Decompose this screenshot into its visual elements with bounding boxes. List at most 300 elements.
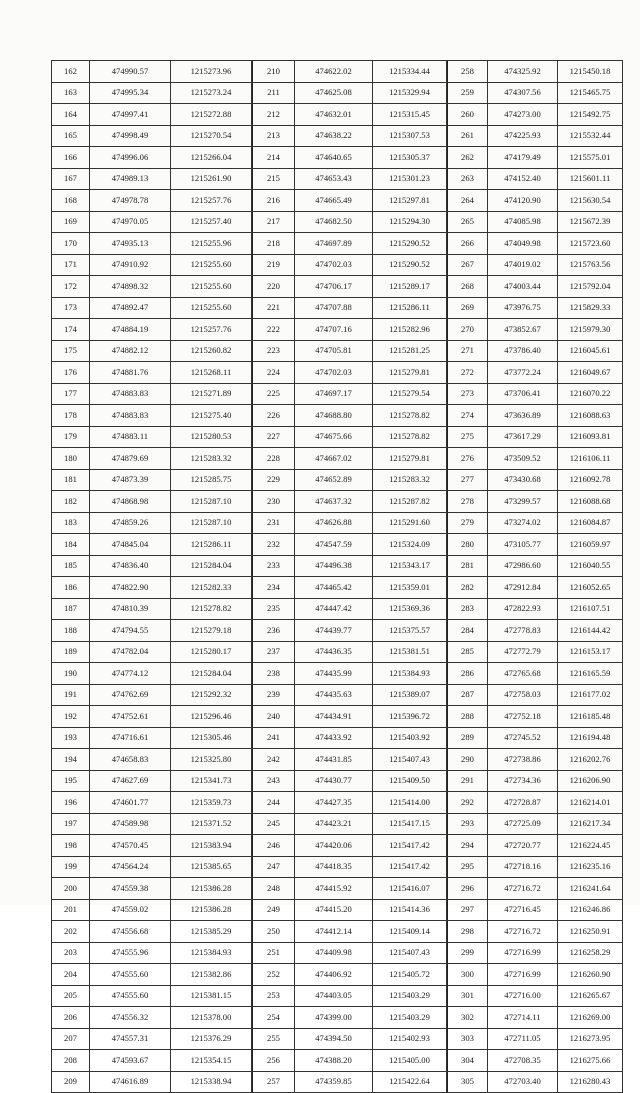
y-coordinate-cell: 1215301.23	[373, 168, 447, 190]
x-coordinate-cell: 474447.42	[295, 598, 373, 620]
table-row	[253, 211, 447, 233]
table-row	[448, 254, 623, 276]
x-coordinate-cell: 474794.55	[90, 620, 171, 642]
y-coordinate-cell: 1215275.40	[171, 405, 252, 427]
point-number-cell: 239	[253, 684, 295, 706]
y-coordinate-cell: 1215296.46	[171, 706, 252, 728]
x-coordinate-cell: 474996.06	[90, 147, 171, 169]
table-row	[448, 211, 623, 233]
point-number-cell: 297	[448, 899, 488, 921]
x-coordinate-cell: 474409.98	[295, 942, 373, 964]
table-row	[52, 362, 252, 384]
point-number-cell: 237	[253, 641, 295, 663]
point-number-cell: 196	[52, 792, 90, 814]
table-row	[52, 211, 252, 233]
table-row	[52, 663, 252, 685]
coordinate-table-right	[447, 60, 623, 1093]
table-row	[253, 1028, 447, 1050]
table-row	[448, 383, 623, 405]
x-coordinate-cell: 474705.81	[295, 340, 373, 362]
y-coordinate-cell: 1215465.75	[558, 82, 623, 104]
point-number-cell: 293	[448, 813, 488, 835]
point-number-cell: 250	[253, 921, 295, 943]
point-number-cell: 253	[253, 985, 295, 1007]
x-coordinate-cell: 474003.44	[488, 276, 558, 298]
y-coordinate-cell: 1215386.28	[171, 899, 252, 921]
y-coordinate-cell: 1215405.72	[373, 964, 447, 986]
point-number-cell: 221	[253, 297, 295, 319]
y-coordinate-cell: 1215384.93	[171, 942, 252, 964]
table-row	[448, 469, 623, 491]
y-coordinate-cell: 1215287.10	[171, 512, 252, 534]
table-row	[52, 792, 252, 814]
y-coordinate-cell: 1215290.52	[373, 233, 447, 255]
table-row	[253, 1050, 447, 1072]
point-number-cell: 275	[448, 426, 488, 448]
point-number-cell: 282	[448, 577, 488, 599]
table-row	[448, 641, 623, 663]
table-row	[253, 577, 447, 599]
y-coordinate-cell: 1215260.82	[171, 340, 252, 362]
x-coordinate-cell: 474430.77	[295, 770, 373, 792]
point-number-cell: 263	[448, 168, 488, 190]
point-number-cell: 236	[253, 620, 295, 642]
table-row	[253, 985, 447, 1007]
x-coordinate-cell: 474883.83	[90, 383, 171, 405]
x-coordinate-cell: 474564.24	[90, 856, 171, 878]
x-coordinate-cell: 474667.02	[295, 448, 373, 470]
point-number-cell: 285	[448, 641, 488, 663]
y-coordinate-cell: 1216106.11	[558, 448, 623, 470]
table-row	[448, 663, 623, 685]
point-number-cell: 206	[52, 1007, 90, 1029]
y-coordinate-cell: 1215359.73	[171, 792, 252, 814]
x-coordinate-cell: 474394.50	[295, 1028, 373, 1050]
y-coordinate-cell: 1215402.93	[373, 1028, 447, 1050]
x-coordinate-cell: 474435.99	[295, 663, 373, 685]
table-row	[52, 448, 252, 470]
y-coordinate-cell: 1215271.89	[171, 383, 252, 405]
table-row	[448, 792, 623, 814]
table-row	[52, 899, 252, 921]
y-coordinate-cell: 1216206.90	[558, 770, 623, 792]
x-coordinate-cell: 472986.60	[488, 555, 558, 577]
table-row	[52, 577, 252, 599]
y-coordinate-cell: 1216241.64	[558, 878, 623, 900]
x-coordinate-cell: 474970.05	[90, 211, 171, 233]
x-coordinate-cell: 472912.84	[488, 577, 558, 599]
x-coordinate-cell: 474556.68	[90, 921, 171, 943]
y-coordinate-cell: 1216280.43	[558, 1071, 623, 1093]
x-coordinate-cell: 474697.17	[295, 383, 373, 405]
point-number-cell: 252	[253, 964, 295, 986]
table-row	[448, 297, 623, 319]
x-coordinate-cell: 474881.76	[90, 362, 171, 384]
x-coordinate-cell: 472716.72	[488, 878, 558, 900]
point-number-cell: 286	[448, 663, 488, 685]
table-row	[52, 555, 252, 577]
x-coordinate-cell: 474707.88	[295, 297, 373, 319]
x-coordinate-cell: 474412.14	[295, 921, 373, 943]
table-row	[253, 620, 447, 642]
x-coordinate-cell: 474882.12	[90, 340, 171, 362]
point-number-cell: 197	[52, 813, 90, 835]
y-coordinate-cell: 1215792.04	[558, 276, 623, 298]
y-coordinate-cell: 1215407.43	[373, 749, 447, 771]
table-row	[52, 147, 252, 169]
table-row	[448, 426, 623, 448]
y-coordinate-cell: 1216059.97	[558, 534, 623, 556]
y-coordinate-cell: 1215268.11	[171, 362, 252, 384]
y-coordinate-cell: 1215329.94	[373, 82, 447, 104]
y-coordinate-cell: 1215414.36	[373, 899, 447, 921]
y-coordinate-cell: 1215289.17	[373, 276, 447, 298]
y-coordinate-cell: 1215272.88	[171, 104, 252, 126]
x-coordinate-cell: 473852.67	[488, 319, 558, 341]
point-number-cell: 232	[253, 534, 295, 556]
y-coordinate-cell: 1215422.64	[373, 1071, 447, 1093]
y-coordinate-cell: 1215338.94	[171, 1071, 252, 1093]
x-coordinate-cell: 474752.61	[90, 706, 171, 728]
point-number-cell: 199	[52, 856, 90, 878]
table-row	[253, 426, 447, 448]
x-coordinate-cell: 474359.85	[295, 1071, 373, 1093]
y-coordinate-cell: 1215409.50	[373, 770, 447, 792]
x-coordinate-cell: 474593.67	[90, 1050, 171, 1072]
x-coordinate-cell: 474879.69	[90, 448, 171, 470]
point-number-cell: 264	[448, 190, 488, 212]
table-row	[448, 577, 623, 599]
table-row	[52, 104, 252, 126]
point-number-cell: 190	[52, 663, 90, 685]
table-row	[253, 383, 447, 405]
x-coordinate-cell: 474859.26	[90, 512, 171, 534]
table-row	[253, 921, 447, 943]
y-coordinate-cell: 1215417.42	[373, 856, 447, 878]
x-coordinate-cell: 473617.29	[488, 426, 558, 448]
y-coordinate-cell: 1215284.04	[171, 663, 252, 685]
table-row	[448, 684, 623, 706]
table-row	[448, 276, 623, 298]
y-coordinate-cell: 1215255.60	[171, 276, 252, 298]
x-coordinate-cell: 474570.45	[90, 835, 171, 857]
point-number-cell: 240	[253, 706, 295, 728]
table-row	[52, 1028, 252, 1050]
y-coordinate-cell: 1216070.22	[558, 383, 623, 405]
table-row	[253, 61, 447, 83]
y-coordinate-cell: 1215385.65	[171, 856, 252, 878]
table-row	[52, 491, 252, 513]
point-number-cell: 251	[253, 942, 295, 964]
point-number-cell: 283	[448, 598, 488, 620]
y-coordinate-cell: 1215283.32	[171, 448, 252, 470]
y-coordinate-cell: 1215396.72	[373, 706, 447, 728]
y-coordinate-cell: 1215292.32	[171, 684, 252, 706]
y-coordinate-cell: 1216144.42	[558, 620, 623, 642]
x-coordinate-cell: 474652.89	[295, 469, 373, 491]
y-coordinate-cell: 1216235.16	[558, 856, 623, 878]
x-coordinate-cell: 473786.40	[488, 340, 558, 362]
point-number-cell: 287	[448, 684, 488, 706]
x-coordinate-cell: 472711.05	[488, 1028, 558, 1050]
point-number-cell: 305	[448, 1071, 488, 1093]
x-coordinate-cell: 474868.98	[90, 491, 171, 513]
y-coordinate-cell: 1215286.11	[171, 534, 252, 556]
x-coordinate-cell: 474782.04	[90, 641, 171, 663]
point-number-cell: 294	[448, 835, 488, 857]
point-number-cell: 230	[253, 491, 295, 513]
table-row	[253, 276, 447, 298]
point-number-cell: 299	[448, 942, 488, 964]
table-row	[448, 921, 623, 943]
y-coordinate-cell: 1215266.04	[171, 147, 252, 169]
point-number-cell: 268	[448, 276, 488, 298]
table-row	[253, 405, 447, 427]
point-number-cell: 228	[253, 448, 295, 470]
x-coordinate-cell: 474431.85	[295, 749, 373, 771]
y-coordinate-cell: 1215324.09	[373, 534, 447, 556]
y-coordinate-cell: 1216224.45	[558, 835, 623, 857]
table-row	[52, 1007, 252, 1029]
table-row	[253, 448, 447, 470]
point-number-cell: 171	[52, 254, 90, 276]
point-number-cell: 273	[448, 383, 488, 405]
table-row	[448, 813, 623, 835]
table-row	[253, 684, 447, 706]
y-coordinate-cell: 1215279.81	[373, 362, 447, 384]
y-coordinate-cell: 1215359.01	[373, 577, 447, 599]
point-number-cell: 204	[52, 964, 90, 986]
table-row	[253, 555, 447, 577]
point-number-cell: 198	[52, 835, 90, 857]
point-number-cell: 288	[448, 706, 488, 728]
table-row	[253, 491, 447, 513]
y-coordinate-cell: 1215403.29	[373, 985, 447, 1007]
y-coordinate-cell: 1216185.48	[558, 706, 623, 728]
y-coordinate-cell: 1215285.75	[171, 469, 252, 491]
y-coordinate-cell: 1216250.91	[558, 921, 623, 943]
table-row	[52, 749, 252, 771]
point-number-cell: 216	[253, 190, 295, 212]
table-row	[253, 190, 447, 212]
x-coordinate-cell: 474439.77	[295, 620, 373, 642]
point-number-cell: 257	[253, 1071, 295, 1093]
x-coordinate-cell: 474627.69	[90, 770, 171, 792]
x-coordinate-cell: 473299.57	[488, 491, 558, 513]
table-row	[52, 878, 252, 900]
x-coordinate-cell: 474716.61	[90, 727, 171, 749]
y-coordinate-cell: 1215376.29	[171, 1028, 252, 1050]
y-coordinate-cell: 1216107.51	[558, 598, 623, 620]
point-number-cell: 301	[448, 985, 488, 1007]
x-coordinate-cell: 474625.08	[295, 82, 373, 104]
y-coordinate-cell: 1215334.44	[373, 61, 447, 83]
x-coordinate-cell: 474640.65	[295, 147, 373, 169]
y-coordinate-cell: 1215492.75	[558, 104, 623, 126]
x-coordinate-cell: 472778.83	[488, 620, 558, 642]
table-row	[253, 964, 447, 986]
point-number-cell: 231	[253, 512, 295, 534]
table-row	[52, 964, 252, 986]
y-coordinate-cell: 1215723.60	[558, 233, 623, 255]
x-coordinate-cell: 472752.18	[488, 706, 558, 728]
point-number-cell: 267	[448, 254, 488, 276]
point-number-cell: 186	[52, 577, 90, 599]
x-coordinate-cell: 474658.83	[90, 749, 171, 771]
x-coordinate-cell: 474399.00	[295, 1007, 373, 1029]
x-coordinate-cell: 474688.80	[295, 405, 373, 427]
point-number-cell: 215	[253, 168, 295, 190]
x-coordinate-cell: 474403.05	[295, 985, 373, 1007]
point-number-cell: 185	[52, 555, 90, 577]
x-coordinate-cell: 474998.49	[90, 125, 171, 147]
table-row	[253, 899, 447, 921]
x-coordinate-cell: 474434.91	[295, 706, 373, 728]
x-coordinate-cell: 474555.96	[90, 942, 171, 964]
y-coordinate-cell: 1216275.66	[558, 1050, 623, 1072]
y-coordinate-cell: 1216092.78	[558, 469, 623, 491]
y-coordinate-cell: 1216093.81	[558, 426, 623, 448]
y-coordinate-cell: 1215279.18	[171, 620, 252, 642]
y-coordinate-cell: 1216165.59	[558, 663, 623, 685]
point-number-cell: 266	[448, 233, 488, 255]
point-number-cell: 203	[52, 942, 90, 964]
table-row	[253, 749, 447, 771]
table-row	[52, 620, 252, 642]
x-coordinate-cell: 472728.87	[488, 792, 558, 814]
table-row	[52, 405, 252, 427]
x-coordinate-cell: 472734.36	[488, 770, 558, 792]
y-coordinate-cell: 1215325.80	[171, 749, 252, 771]
table-row	[52, 985, 252, 1007]
table-row	[52, 233, 252, 255]
point-number-cell: 281	[448, 555, 488, 577]
point-number-cell: 175	[52, 340, 90, 362]
point-number-cell: 295	[448, 856, 488, 878]
point-number-cell: 248	[253, 878, 295, 900]
y-coordinate-cell: 1215381.51	[373, 641, 447, 663]
y-coordinate-cell: 1215287.82	[373, 491, 447, 513]
x-coordinate-cell: 474420.06	[295, 835, 373, 857]
table-row	[253, 878, 447, 900]
x-coordinate-cell: 474697.89	[295, 233, 373, 255]
table-row	[448, 340, 623, 362]
y-coordinate-cell: 1215409.14	[373, 921, 447, 943]
point-number-cell: 212	[253, 104, 295, 126]
y-coordinate-cell: 1215403.92	[373, 727, 447, 749]
point-number-cell: 245	[253, 813, 295, 835]
table-row	[448, 835, 623, 857]
table-row	[253, 1071, 447, 1093]
table-row	[253, 534, 447, 556]
point-number-cell: 255	[253, 1028, 295, 1050]
point-number-cell: 289	[448, 727, 488, 749]
x-coordinate-cell: 473636.89	[488, 405, 558, 427]
table-row	[448, 190, 623, 212]
table-row	[448, 233, 623, 255]
y-coordinate-cell: 1215416.07	[373, 878, 447, 900]
coordinate-tables	[51, 60, 620, 1087]
point-number-cell: 187	[52, 598, 90, 620]
point-number-cell: 233	[253, 555, 295, 577]
point-number-cell: 164	[52, 104, 90, 126]
table-row	[52, 942, 252, 964]
table-row	[448, 620, 623, 642]
table-row	[448, 985, 623, 1007]
x-coordinate-cell: 474555.60	[90, 964, 171, 986]
table-row	[52, 641, 252, 663]
y-coordinate-cell: 1216269.00	[558, 1007, 623, 1029]
y-coordinate-cell: 1215369.36	[373, 598, 447, 620]
y-coordinate-cell: 1216040.55	[558, 555, 623, 577]
y-coordinate-cell: 1215979.30	[558, 319, 623, 341]
x-coordinate-cell: 474632.01	[295, 104, 373, 126]
table-row	[448, 362, 623, 384]
x-coordinate-cell: 472738.86	[488, 749, 558, 771]
y-coordinate-cell: 1215386.28	[171, 878, 252, 900]
point-number-cell: 194	[52, 749, 90, 771]
table-row	[253, 770, 447, 792]
table-row	[52, 297, 252, 319]
x-coordinate-cell: 474496.38	[295, 555, 373, 577]
y-coordinate-cell: 1216202.76	[558, 749, 623, 771]
point-number-cell: 249	[253, 899, 295, 921]
table-row	[448, 555, 623, 577]
x-coordinate-cell: 472745.52	[488, 727, 558, 749]
table-row	[448, 147, 623, 169]
point-number-cell: 243	[253, 770, 295, 792]
table-row	[253, 727, 447, 749]
y-coordinate-cell: 1215383.94	[171, 835, 252, 857]
table-row	[448, 61, 623, 83]
x-coordinate-cell: 474418.35	[295, 856, 373, 878]
table-row	[448, 1028, 623, 1050]
y-coordinate-cell: 1215255.60	[171, 254, 252, 276]
table-row	[253, 1007, 447, 1029]
table-row	[448, 512, 623, 534]
point-number-cell: 163	[52, 82, 90, 104]
y-coordinate-cell: 1215305.46	[171, 727, 252, 749]
y-coordinate-cell: 1215575.01	[558, 147, 623, 169]
x-coordinate-cell: 474273.00	[488, 104, 558, 126]
y-coordinate-cell: 1215532.44	[558, 125, 623, 147]
y-coordinate-cell: 1216052.65	[558, 577, 623, 599]
x-coordinate-cell: 474388.20	[295, 1050, 373, 1072]
x-coordinate-cell: 472716.72	[488, 921, 558, 943]
table-row	[448, 727, 623, 749]
x-coordinate-cell: 474990.57	[90, 61, 171, 83]
x-coordinate-cell: 474559.38	[90, 878, 171, 900]
x-coordinate-cell: 474675.66	[295, 426, 373, 448]
point-number-cell: 290	[448, 749, 488, 771]
y-coordinate-cell: 1215450.18	[558, 61, 623, 83]
table-row	[52, 319, 252, 341]
point-number-cell: 189	[52, 641, 90, 663]
point-number-cell: 205	[52, 985, 90, 1007]
y-coordinate-cell: 1216049.67	[558, 362, 623, 384]
table-row	[52, 921, 252, 943]
x-coordinate-cell: 474910.92	[90, 254, 171, 276]
x-coordinate-cell: 474762.69	[90, 684, 171, 706]
x-coordinate-cell: 474989.13	[90, 168, 171, 190]
x-coordinate-cell: 472716.99	[488, 964, 558, 986]
point-number-cell: 219	[253, 254, 295, 276]
y-coordinate-cell: 1216258.29	[558, 942, 623, 964]
y-coordinate-cell: 1216260.90	[558, 964, 623, 986]
point-number-cell: 217	[253, 211, 295, 233]
point-number-cell: 224	[253, 362, 295, 384]
x-coordinate-cell: 472822.93	[488, 598, 558, 620]
